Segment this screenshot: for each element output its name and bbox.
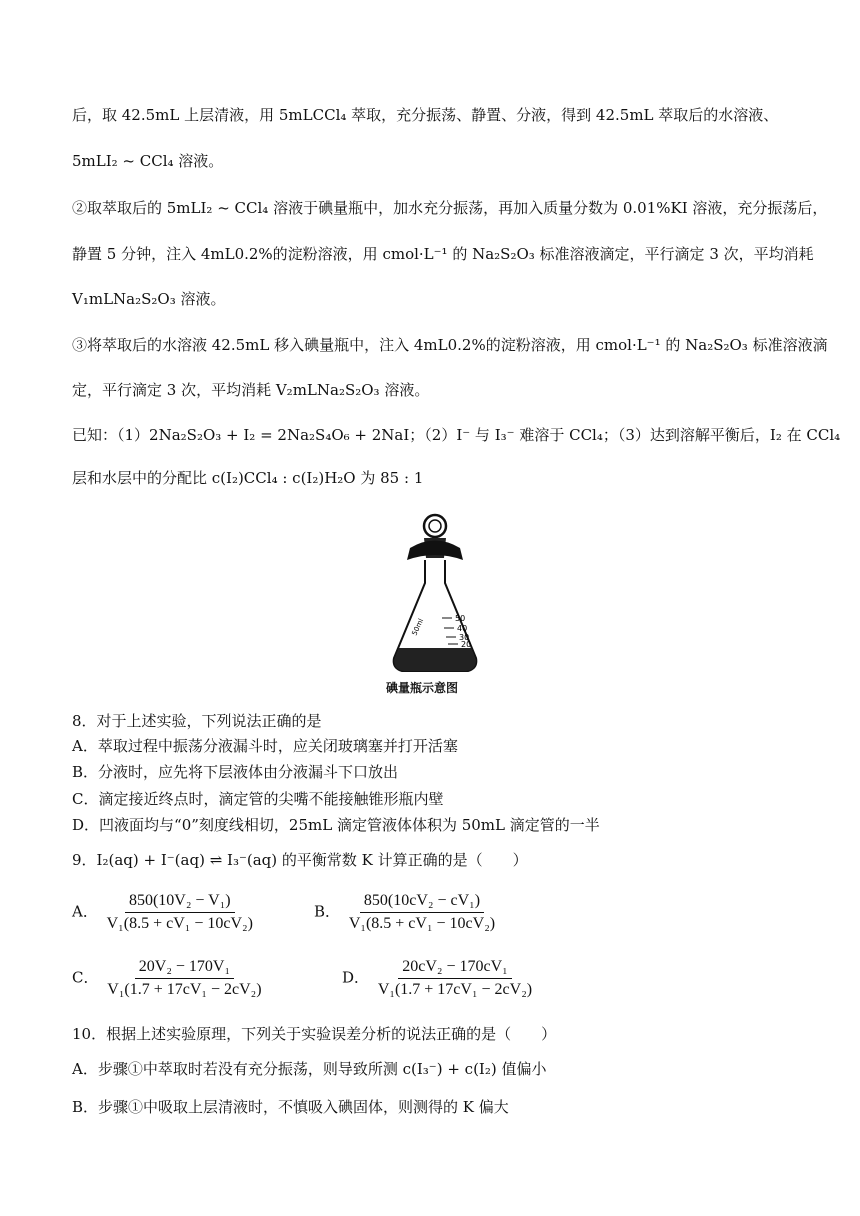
option-d: D．凹液面均与“0”刻度线相切，25mL 滴定管液体体积为 50mL 滴定管的一半 bbox=[72, 816, 600, 834]
iodine-flask-illustration bbox=[380, 508, 490, 698]
fraction bbox=[374, 958, 536, 999]
paragraph-line: ②取萃取后的 5mLI₂ ~ CCl₄ 溶液于碘量瓶中，加水充分振荡，再加入质量分数为 0.01%KI 溶液，充分振荡后， bbox=[72, 199, 828, 217]
scale-label: 40 bbox=[457, 624, 468, 633]
paragraph-line: V₁mLNa₂S₂O₃ 溶液。 bbox=[72, 290, 226, 308]
denominator: V₁(8.5 + cV₁ − 10cV₂) bbox=[348, 915, 496, 932]
paragraph-line: 静置 5 分钟，注入 4mL0.2%的淀粉溶液，用 cmol·L⁻¹ 的 Na₂S₂O₃ 标准溶液滴定，平行滴定 3 次，平均消耗 bbox=[72, 245, 814, 263]
option-b: B．分液时，应先将下层液体由分液漏斗下口放出 bbox=[72, 763, 399, 781]
option-a bbox=[72, 892, 257, 933]
question-stem: 8．对于上述实验，下列说法正确的是 bbox=[72, 712, 322, 730]
paragraph-line: 5mLI₂ ~ CCl₄ 溶液。 bbox=[72, 152, 224, 170]
paragraph-line: 定，平行滴定 3 次，平均消耗 V₂mLNa₂S₂O₃ 溶液。 bbox=[72, 381, 430, 399]
figure-caption: 碘量瓶示意图 bbox=[386, 681, 459, 695]
option-d bbox=[342, 958, 536, 999]
paragraph-line: 层和水层中的分配比 c(I₂)CCl₄ : c(I₂)H₂O 为 85 : 1 bbox=[72, 469, 424, 487]
option-c bbox=[72, 958, 266, 999]
fraction bbox=[103, 892, 257, 933]
option-a: A．步骤①中萃取时若没有充分振荡，则导致所测 c(I₃⁻) + c(I₂) 值偏小 bbox=[72, 1060, 547, 1078]
option-label: A． bbox=[72, 902, 98, 921]
fraction bbox=[103, 958, 265, 999]
denominator: V₁(1.7 + 17cV₁ − 2cV₂) bbox=[107, 981, 262, 998]
option-b bbox=[314, 892, 499, 933]
paragraph-line: 后，取 42.5mL 上层清液，用 5mLCCl₄ 萃取，充分振荡、静置、分液，得到 42.5mL 萃取后的水溶液、 bbox=[72, 106, 779, 124]
option-b: B．步骤①中吸取上层清液时，不慎吸入碘固体，则测得的 K 偏大 bbox=[72, 1098, 509, 1116]
option-c: C．滴定接近终点时，滴定管的尖嘴不能接触锥形瓶内壁 bbox=[72, 790, 444, 808]
question-stem: 9．I₂(aq) + I⁻(aq) ⇌ I₃⁻(aq) 的平衡常数 K 计算正确的是（ ） bbox=[72, 851, 528, 869]
numerator: 850(10cV₂ − cV₁) bbox=[360, 892, 484, 913]
option-label: B． bbox=[314, 902, 341, 921]
numerator: 20cV₂ − 170cV₁ bbox=[398, 958, 512, 979]
question-stem: 10．根据上述实验原理，下列关于实验误差分析的说法正确的是（ ） bbox=[72, 1025, 557, 1043]
denominator: V₁(8.5 + cV₁ − 10cV₂) bbox=[106, 915, 253, 932]
numerator: 20V₂ − 170V₁ bbox=[135, 958, 234, 979]
denominator: V₁(1.7 + 17cV₁ − 2cV₂) bbox=[377, 981, 533, 998]
scale-label: 20 bbox=[461, 640, 472, 649]
scale-label: 30 bbox=[459, 633, 470, 642]
paragraph-line: ③将萃取后的水溶液 42.5mL 移入碘量瓶中，注入 4mL0.2%的淀粉溶液，用 cmol·L⁻¹ 的 Na₂S₂O₃ 标准溶液滴 bbox=[72, 336, 828, 354]
fraction bbox=[345, 892, 499, 933]
option-label: D． bbox=[342, 968, 370, 987]
flask-volume-label: 50ml bbox=[410, 617, 426, 637]
option-a: A．萃取过程中振荡分液漏斗时，应关闭玻璃塞并打开活塞 bbox=[72, 737, 458, 755]
option-label: C． bbox=[72, 968, 99, 987]
numerator: 850(10V₂ − V₁) bbox=[125, 892, 235, 913]
scale-label: 50 bbox=[455, 614, 466, 623]
paragraph-line: 已知：（1）2Na₂S₂O₃ + I₂ = 2Na₂S₄O₆ + 2NaI；（2）I⁻ 与 I₃⁻ 难溶于 CCl₄；（3）达到溶解平衡后，I₂ 在 CCl₄ bbox=[72, 426, 841, 444]
